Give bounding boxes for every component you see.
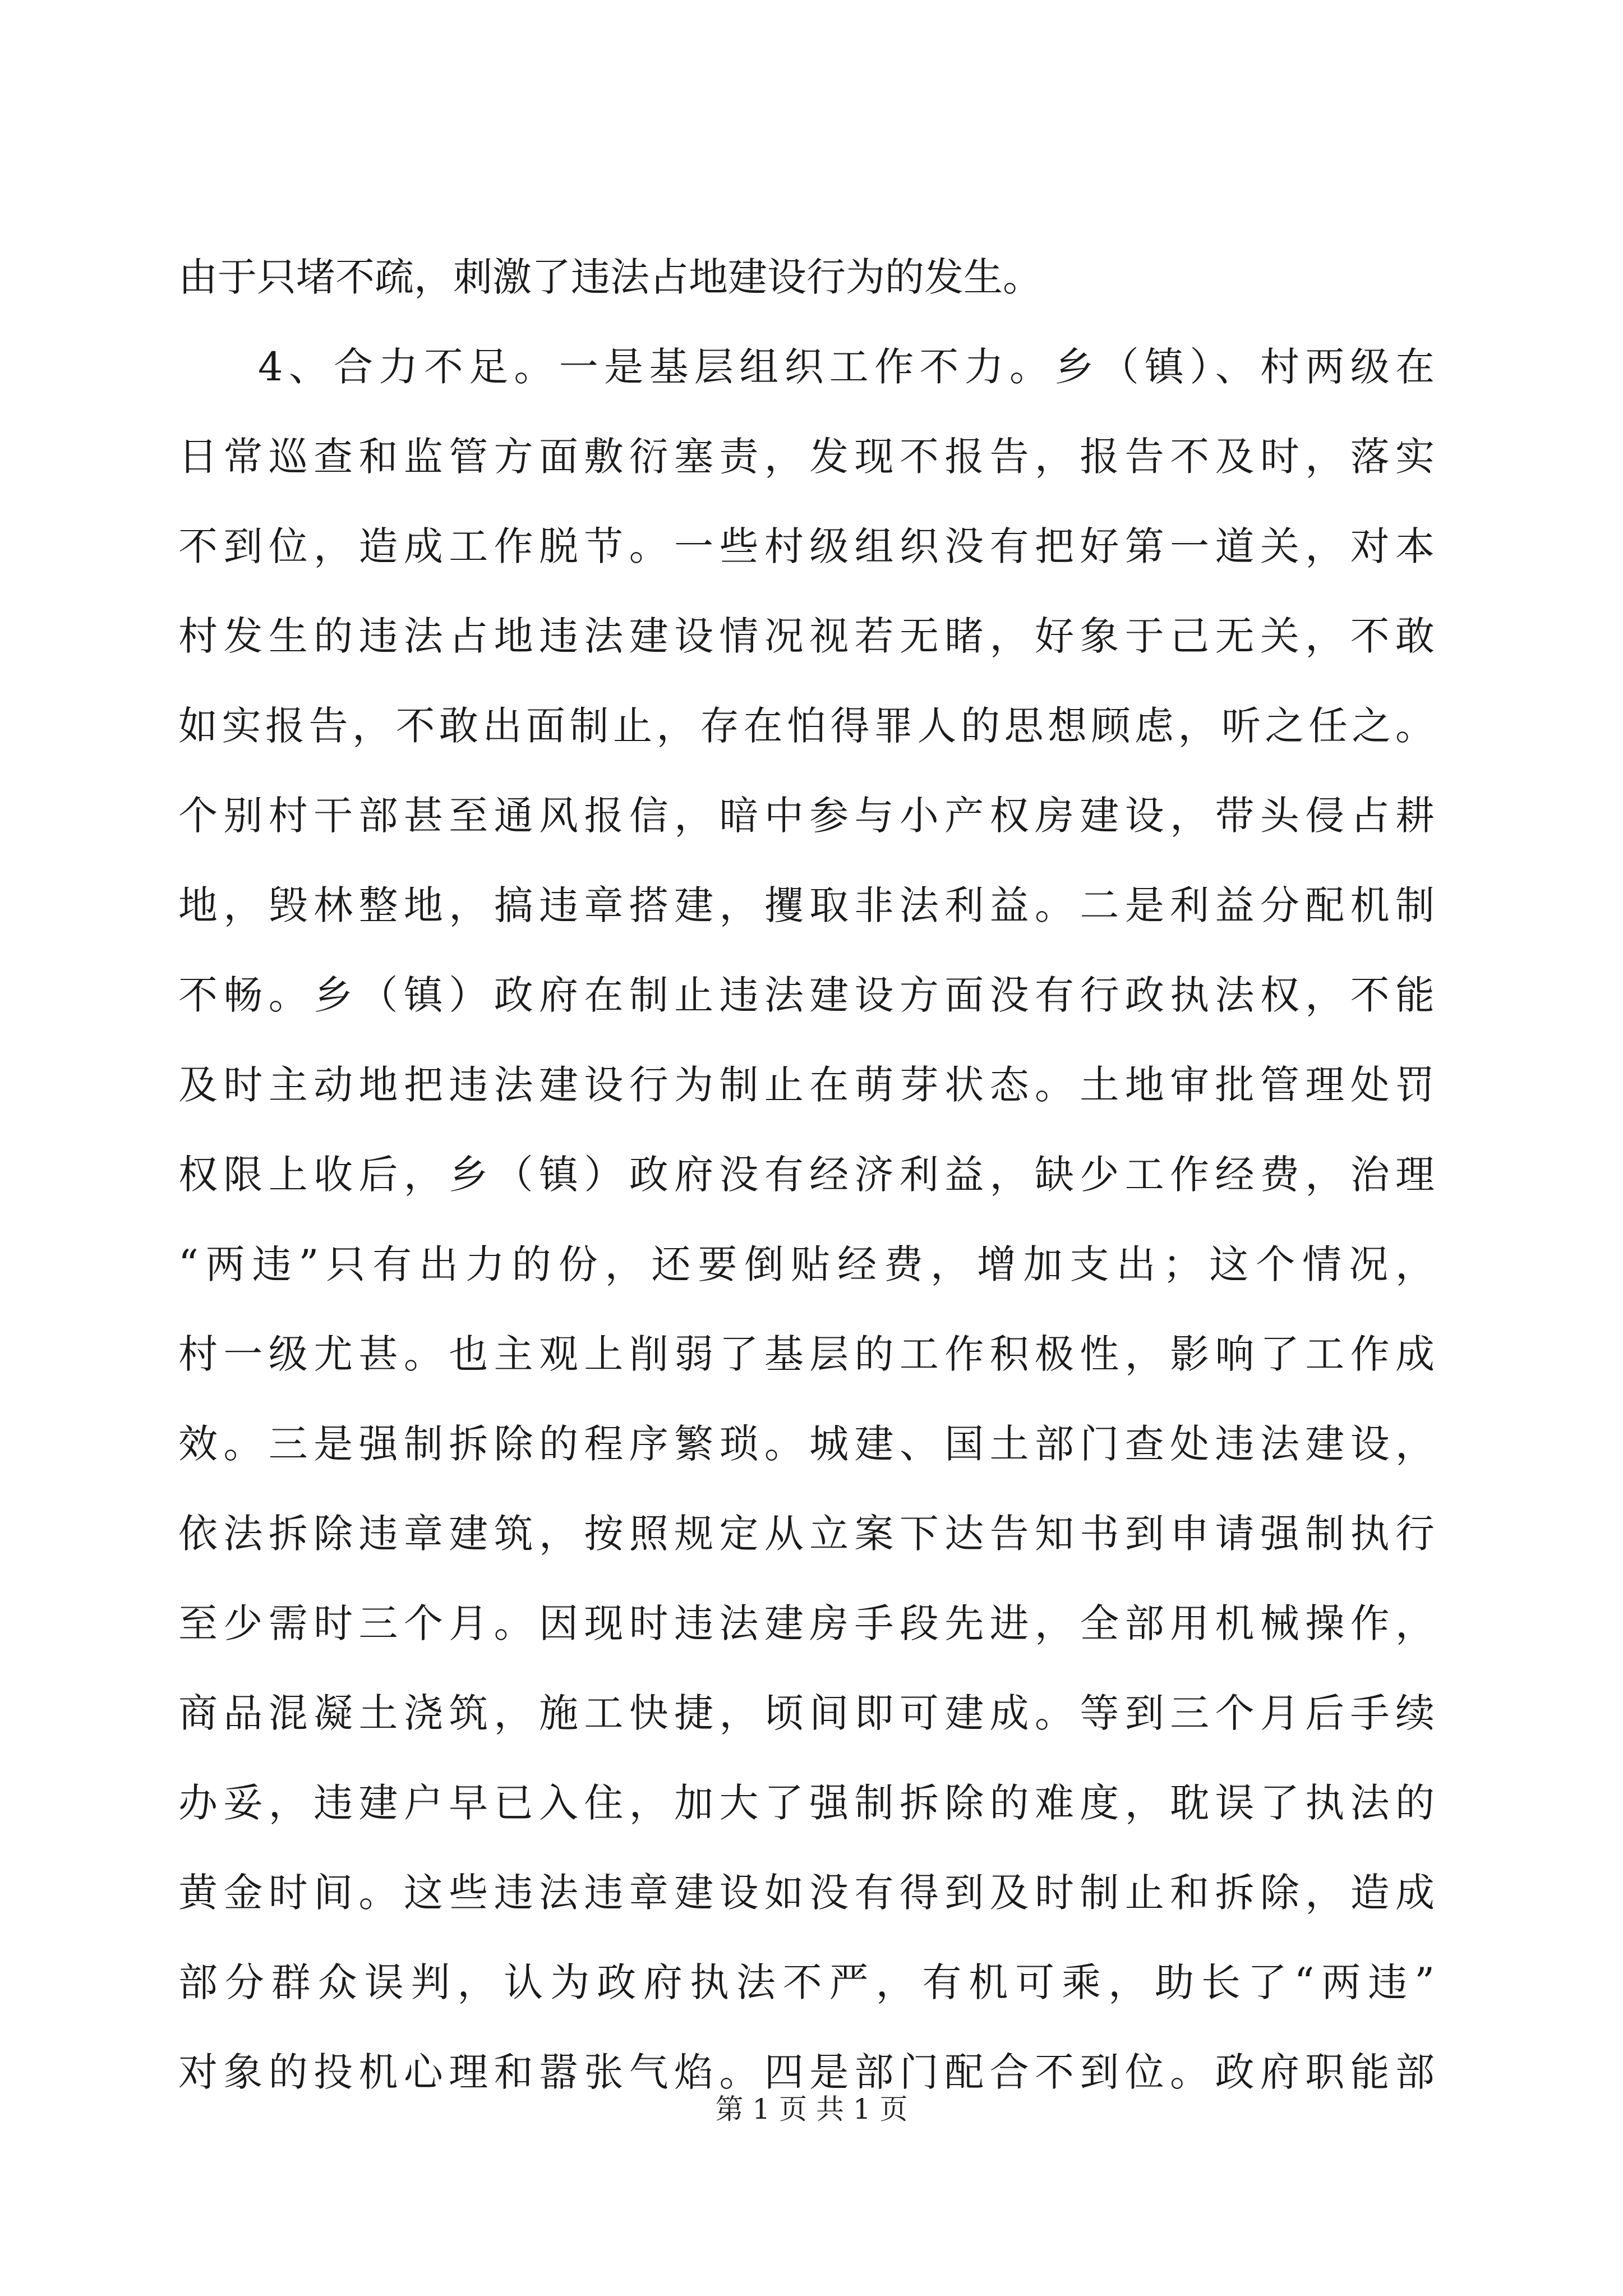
text-line: 不畅。乡（镇）政府在制止违法建设方面没有行政执法权，不能 xyxy=(178,972,1435,1018)
text-line: 由于只堵不疏，刺激了违法占地建设行为的发生。 xyxy=(178,254,1042,300)
text-line: 及时主动地把违法建设行为制止在萌芽状态。土地审批管理处罚 xyxy=(178,1062,1435,1108)
text-line: 依法拆除违章建筑，按照规定从立案下达告知书到申请强制执行 xyxy=(178,1511,1435,1557)
text-line: “两违”只有出力的份，还要倒贴经费，增加支出；这个情况， xyxy=(178,1241,1435,1287)
text-line: 个别村干部甚至通风报信，暗中参与小产权房建设，带头侵占耕 xyxy=(178,793,1435,839)
text-line: 4、合力不足。一是基层组织工作不力。乡（镇）、村两级在 xyxy=(258,344,1435,390)
text-line: 村一级尤甚。也主观上削弱了基层的工作积极性，影响了工作成 xyxy=(178,1331,1435,1377)
text-line: 不到位，造成工作脱节。一些村级组织没有把好第一道关，对本 xyxy=(178,523,1435,569)
text-line: 部分群众误判，认为政府执法不严，有机可乘，助长了“两违” xyxy=(178,1959,1435,2005)
page-number-label: 第 1 页 共 1 页 xyxy=(715,2093,908,2125)
text-line: 对象的投机心理和嚣张气焰。四是部门配合不到位。政府职能部 xyxy=(178,2049,1435,2095)
text-line: 至少需时三个月。因现时违法建房手段先进，全部用机械操作， xyxy=(178,1600,1435,1646)
text-line: 商品混凝土浇筑，施工快捷，顷间即可建成。等到三个月后手续 xyxy=(178,1690,1435,1736)
text-line: 权限上收后，乡（镇）政府没有经济利益，缺少工作经费，治理 xyxy=(178,1152,1435,1198)
text-line: 日常巡查和监管方面敷衍塞责，发现不报告，报告不及时，落实 xyxy=(178,434,1435,480)
text-line: 黄金时间。这些违法违章建设如没有得到及时制止和拆除，造成 xyxy=(178,1870,1435,1916)
text-line: 效。三是强制拆除的程序繁琐。城建、国土部门查处违法建设， xyxy=(178,1421,1435,1467)
text-line: 如实报告，不敢出面制止，存在怕得罪人的思想顾虑，听之任之。 xyxy=(178,703,1435,749)
page-footer xyxy=(0,2090,1623,2129)
text-line: 地，毁林整地，搞违章搭建，攫取非法利益。二是利益分配机制 xyxy=(178,882,1435,928)
text-line: 村发生的违法占地违法建设情况视若无睹，好象于己无关，不敢 xyxy=(178,613,1435,659)
text-line: 办妥，违建户早已入住，加大了强制拆除的难度，耽误了执法的 xyxy=(178,1780,1435,1826)
